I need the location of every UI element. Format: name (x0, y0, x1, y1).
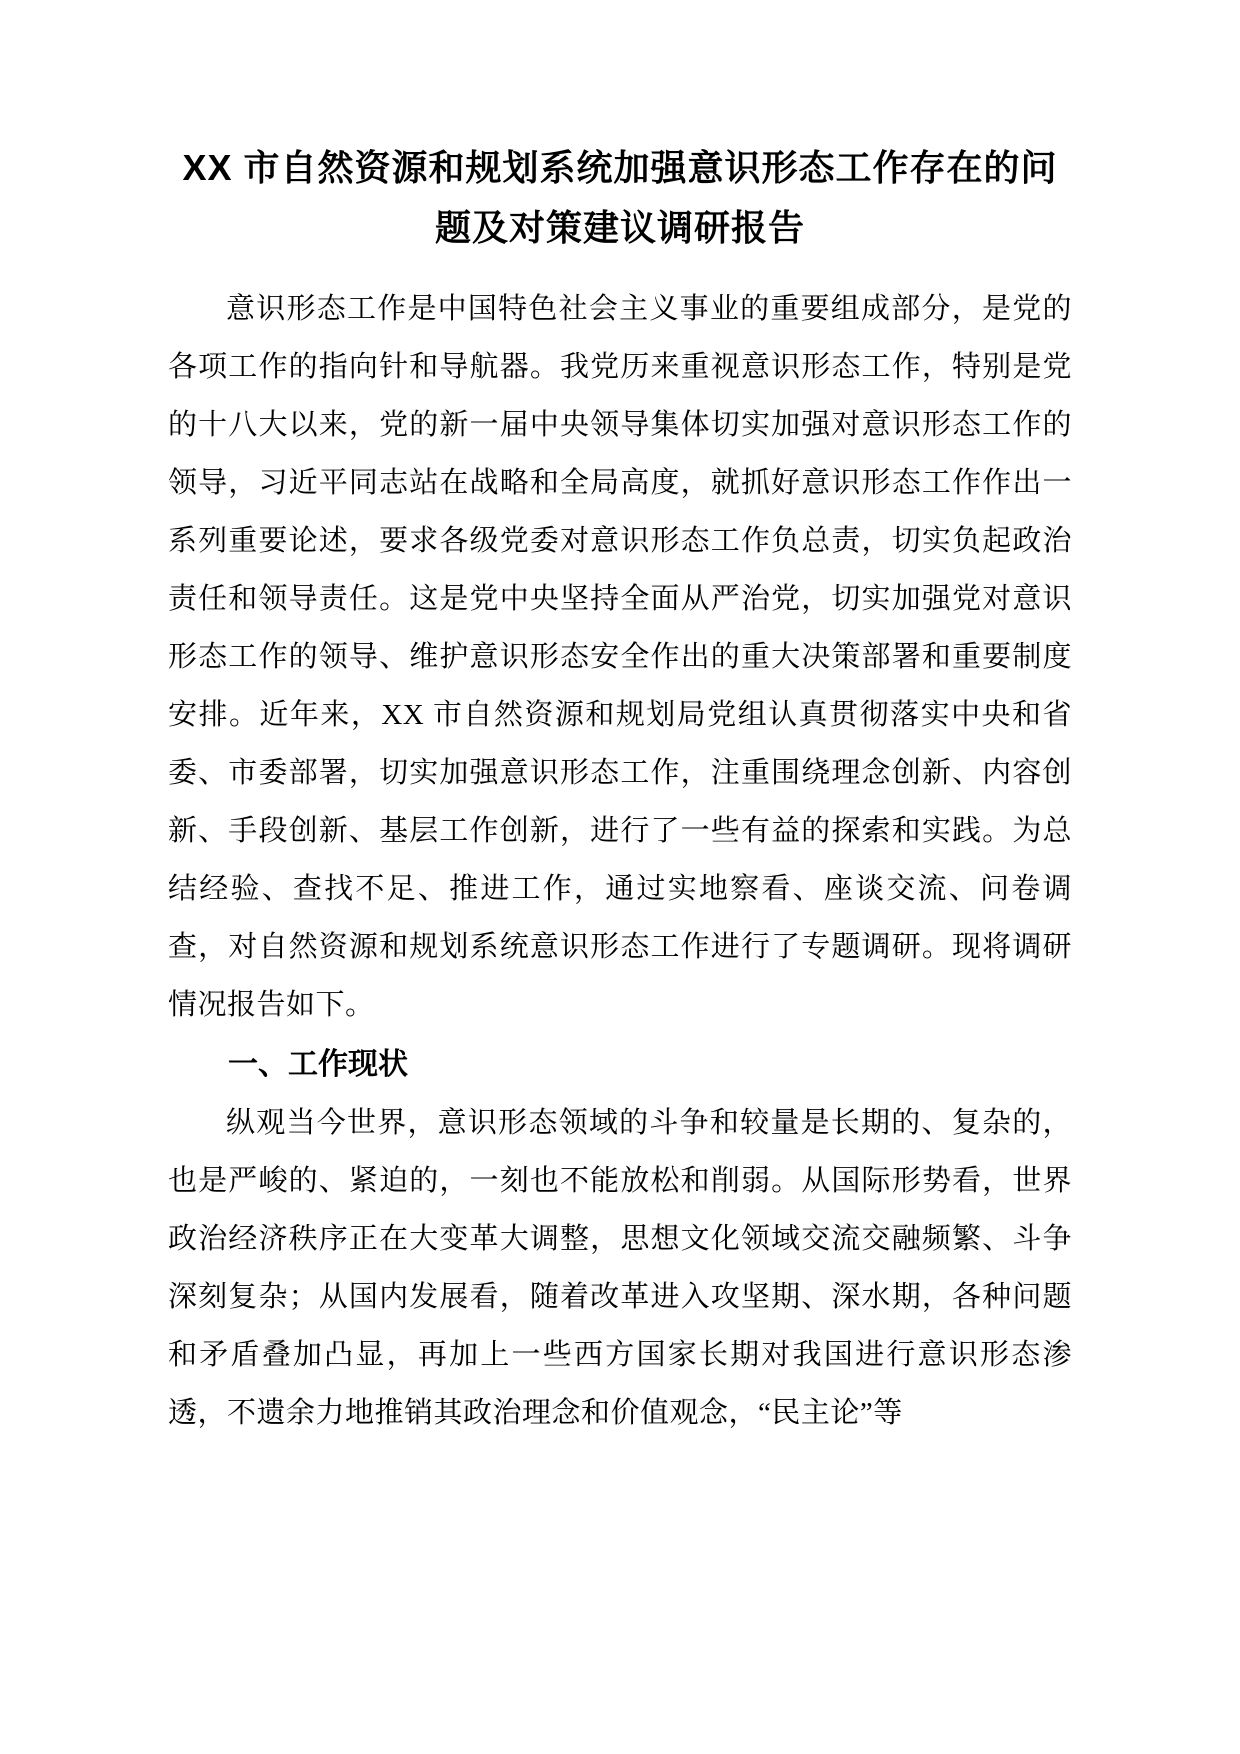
body-paragraph-current-situation: 纵观当今世界，意识形态领域的斗争和较量是长期的、复杂的，也是严峻的、紧迫的，一刻也不能放松和削弱。从国际形势看，世界政治经济秩序正在大变革大调整，思想文化领域交流交融频繁、斗争深刻复杂；从国内发展看，随着改革进入攻坚期、深水期，各种问题和矛盾叠加凸显，再加上一些西方国家长期对我国进行意识形态渗透，不遗余力地推销其政治理念和价值观念，“民主论”等 (168, 1107, 1072, 1429)
section-heading-work-status: 一、工作现状 (228, 1048, 408, 1081)
body-paragraph-intro: 意识形态工作是中国特色社会主义事业的重要组成部分，是党的各项工作的指向针和导航器。我党历来重视意识形态工作，特别是党的十八大以来，党的新一届中央领导集体切实加强对意识形态工作的领导，习近平同志站在战略和全局高度，就抓好意识形态工作作出一系列重要论述，要求各级党委对意识形态工作负总责，切实负起政治责任和领导责任。这是党中央坚持全面从严治党，切实加强党对意识形态工作的领导、维护意识形态安全作出的重大决策部署和重要制度安排。近年来，XX 市自然资源和规划局党组认真贯彻落实中央和省委、市委部署，切实加强意识形态工作，注重围绕理念创新、内容创新、手段创新、基层工作创新，进行了一些有益的探索和实践。为总结经验、查找不足、推进工作，通过实地察看、座谈交流、问卷调查，对自然资源和规划系统意识形态工作进行了专题调研。现将调研情况报告如下。 (168, 293, 1072, 1021)
document-title: XX 市自然资源和规划系统加强意识形态工作存在的问题及对策建议调研报告 (182, 147, 1058, 248)
